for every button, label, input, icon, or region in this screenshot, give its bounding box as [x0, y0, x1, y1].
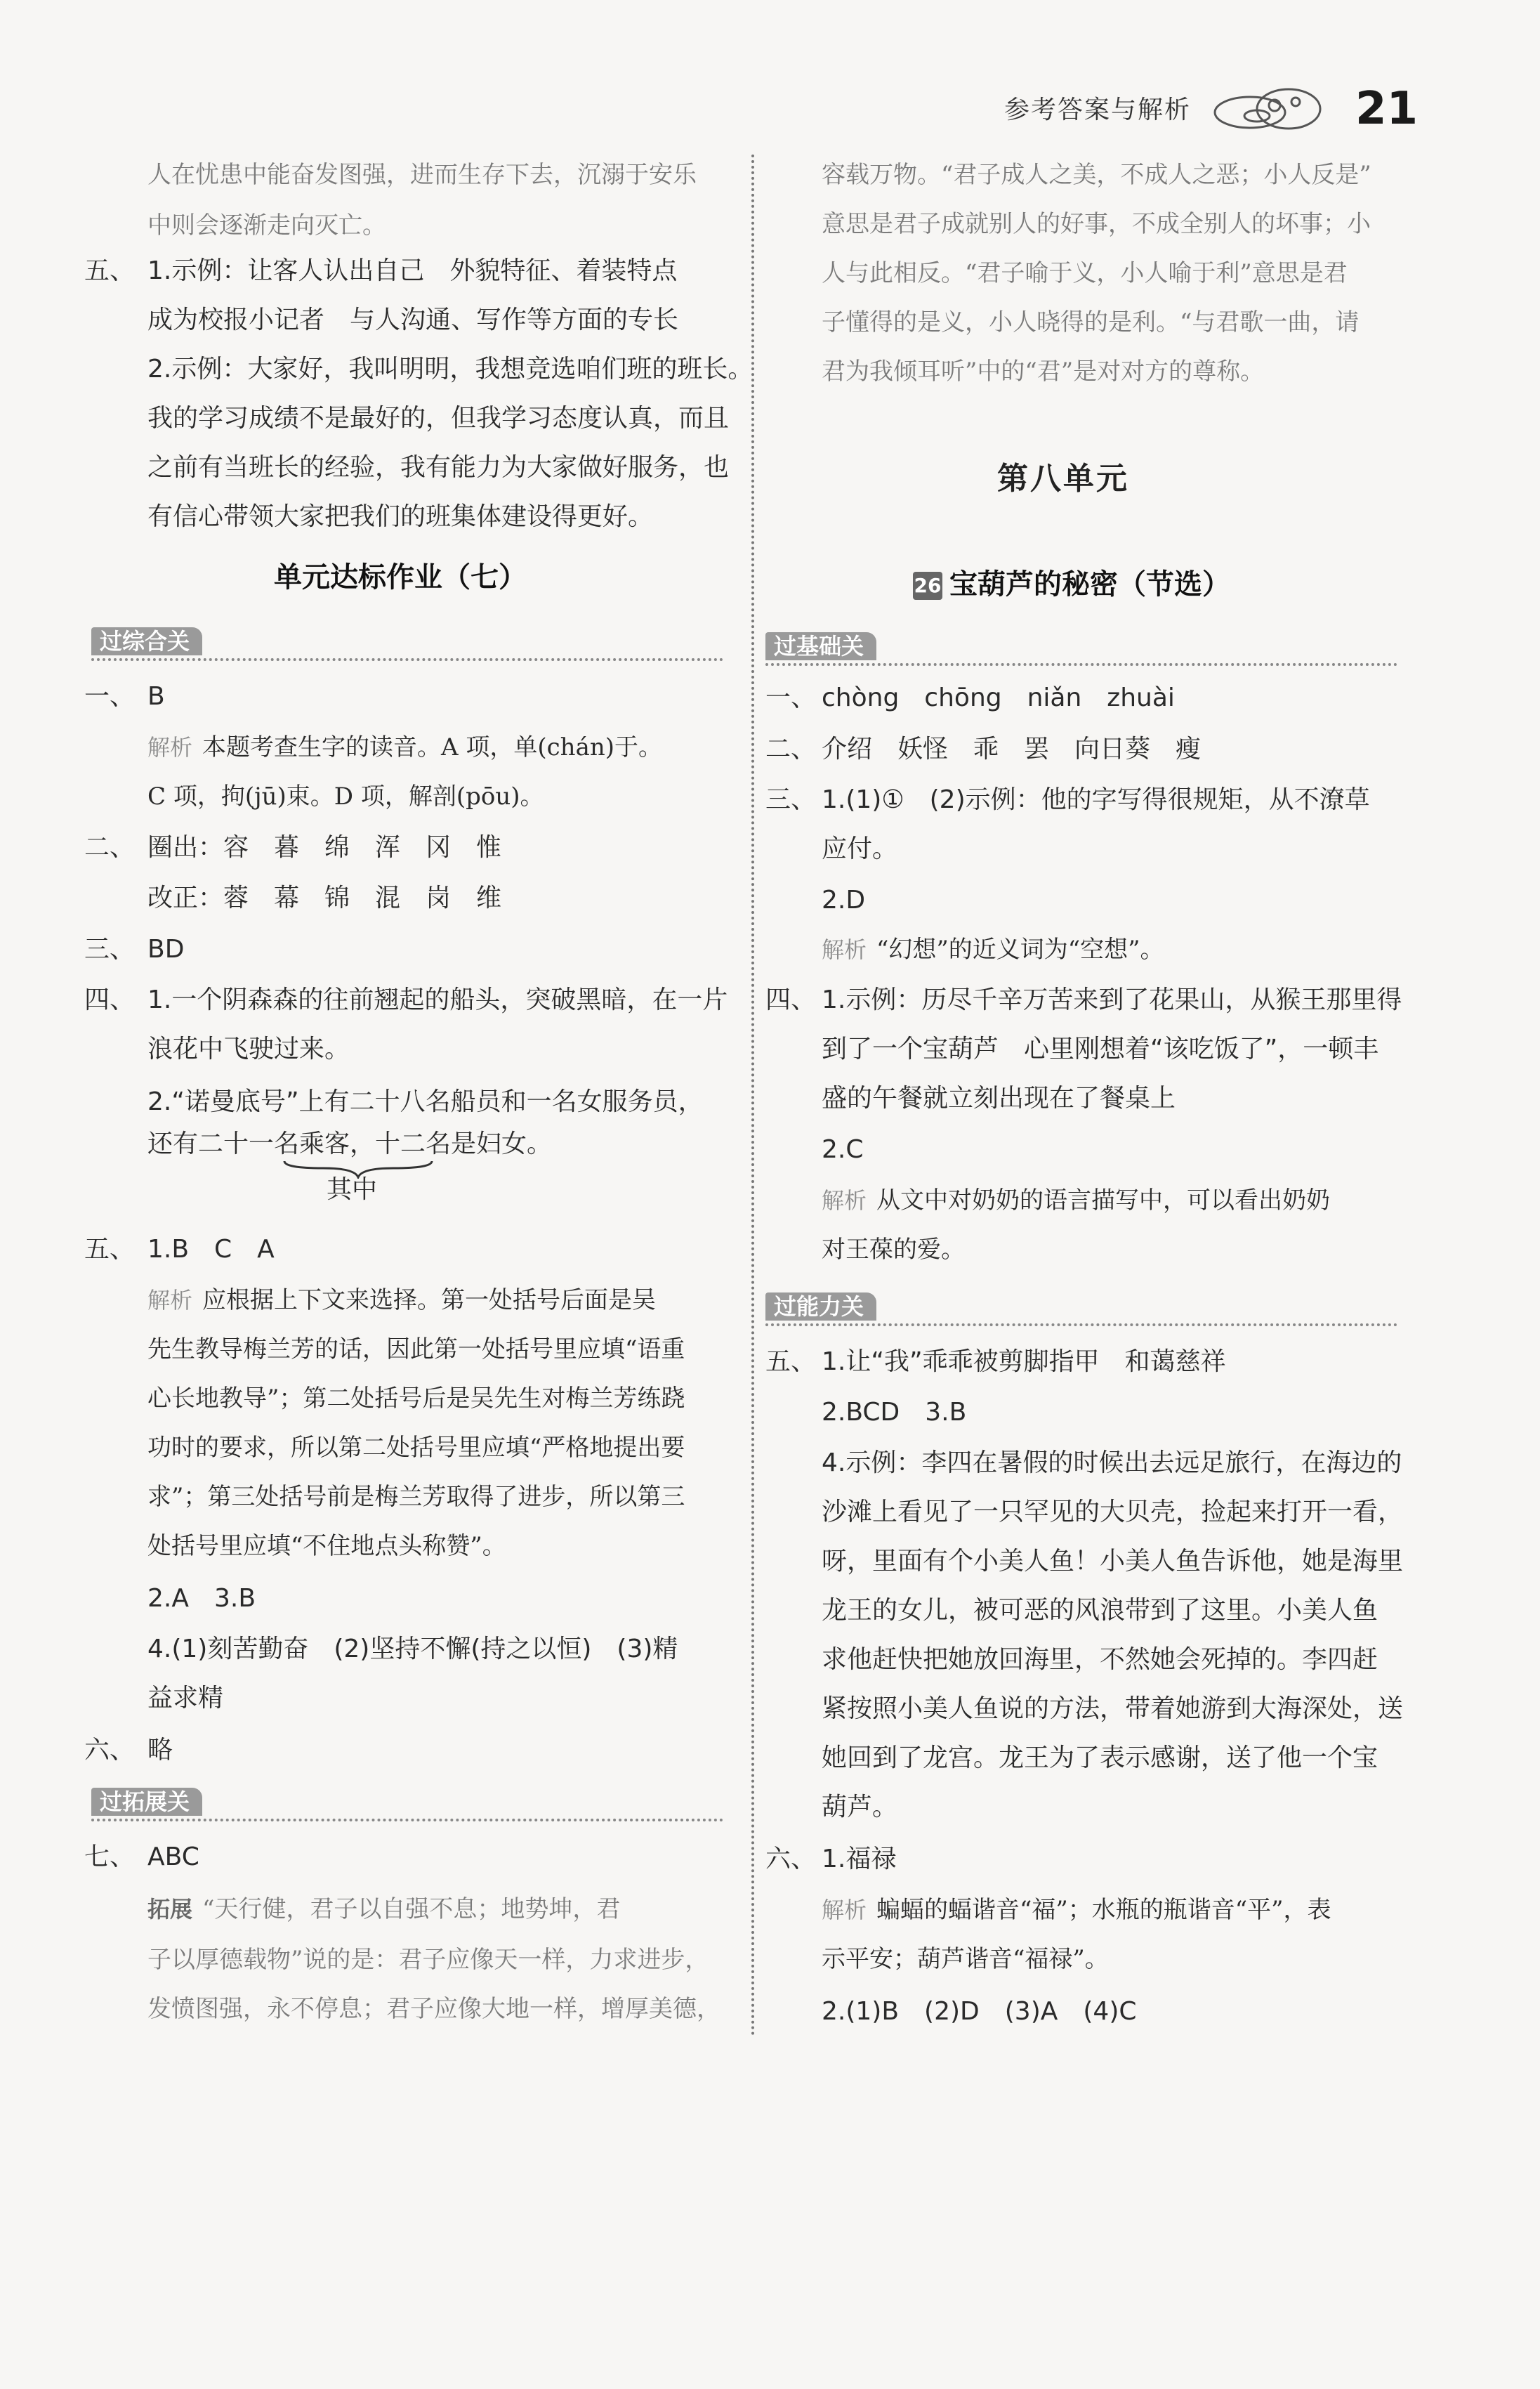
- answer-line: 紧按照小美人鱼说的方法，带着她游到大海深处，送: [822, 1694, 1404, 1723]
- banner-label: 过拓展关: [91, 1788, 202, 1816]
- question-number: 二、: [84, 833, 136, 862]
- answer-line: 1.示例：让客人认出自己 外貌特征、着装特点: [147, 256, 678, 285]
- answer-line: 沙滩上看见了一只罕见的大贝壳，捡起来打开一看，: [822, 1498, 1404, 1526]
- answer-line: 2.(1)B (2)D (3)A (4)C: [822, 1997, 1137, 2026]
- answer-line: 改正：蓉 幕 锦 混 岗 维: [147, 884, 502, 912]
- answer-line: 龙王的女儿，被可恶的风浪带到了这里。小美人鱼: [822, 1596, 1378, 1625]
- section-banner: [765, 1292, 1397, 1326]
- text-line: 中则会逐渐走向灭亡。: [147, 211, 386, 240]
- lesson-title: [913, 562, 1230, 602]
- answer-line: 成为校报小记者 与人沟通、写作等方面的专长: [147, 306, 679, 334]
- answer-line: 她回到了龙宫。龙王为了表示感谢，送了他一个宝: [822, 1743, 1378, 1772]
- analysis-label: 解析: [147, 734, 193, 761]
- text-line: 意思是君子成就别人的好事，不成全别人的坏事；小: [822, 210, 1371, 238]
- section-banner: [91, 1788, 723, 1821]
- answer-line: 1.让“我”乖乖被剪脚指甲 和蔼慈祥: [822, 1347, 1226, 1376]
- answer-line: 1.B C A: [147, 1235, 275, 1264]
- answer-line: 略: [147, 1736, 173, 1765]
- lesson-number-badge: 26: [913, 572, 942, 600]
- text-line: 君为我倾耳听”中的“君”是对对方的尊称。: [822, 358, 1265, 386]
- question-number: 六、: [84, 1736, 136, 1765]
- analysis-text: 处括号里应填“不住地点头称赞”。: [147, 1532, 506, 1560]
- answer-line: 还有二十一名乘客，十二名是妇女。: [147, 1130, 553, 1158]
- analysis-text: 蝙蝠的蝠谐音“福”；水瓶的瓶谐音“平”，表: [876, 1896, 1331, 1924]
- analysis-text: 应根据上下文来选择。第一处括号后面是吴: [202, 1286, 657, 1314]
- answer-line: 1.示例：历尽千辛万苦来到了花果山，从猴王那里得: [822, 986, 1402, 1014]
- analysis-text: 心长地教导”；第二处括号后是吴先生对梅兰芳练跷: [147, 1385, 685, 1413]
- answer-line: 4.(1)刻苦勤奋 (2)坚持不懈(持之以恒) (3)精: [147, 1635, 678, 1663]
- section-banner: [765, 632, 1397, 666]
- decorative-cloud-icon: [1208, 77, 1334, 140]
- answer-line: 2.“诺曼底号”上有二十八名船员和一名女服务员，: [147, 1087, 704, 1116]
- answer-line: 1.(1)① (2)示例：他的字写得很规矩，从不潦草: [822, 785, 1370, 814]
- answer-line: 2.示例：大家好，我叫明明，我想竞选咱们班的班长。: [147, 355, 753, 384]
- question-number: 五、: [84, 1235, 136, 1264]
- answer-line: 1.一个阴森森的往前翘起的船头，突破黑暗，在一片: [147, 986, 728, 1014]
- analysis-text: 对王葆的爱。: [822, 1236, 965, 1264]
- analysis-label: 解析: [147, 1287, 193, 1314]
- analysis-text: 从文中对奶奶的语言描写中，可以看出奶奶: [876, 1186, 1331, 1215]
- answer-line: 我的学习成绩不是最好的，但我学习态度认真，而且: [147, 404, 730, 433]
- answer-line: 介绍 妖怪 乖 罢 向日葵 瘦: [822, 735, 1202, 764]
- question-number: 三、: [84, 935, 136, 964]
- question-number: 五、: [765, 1347, 817, 1376]
- question-number: 六、: [765, 1845, 817, 1873]
- section-banner: [91, 627, 723, 661]
- analysis-text: 本题考查生字的读音。A 项，单(chán)于。: [202, 733, 663, 761]
- analysis-label: 解析: [822, 1897, 867, 1923]
- answer-line: chòng chōng niǎn zhuài: [822, 683, 1175, 712]
- banner-label: 过综合关: [91, 627, 202, 655]
- answer-line: 益求精: [147, 1684, 224, 1713]
- answer-line: 2.D: [822, 886, 866, 915]
- banner-label: 过能力关: [765, 1292, 876, 1321]
- text-line: 子懂得的是义，小人晓得的是利。“与君歌一曲，请: [822, 308, 1360, 336]
- answer-line: 应付。: [822, 834, 898, 863]
- lesson-title-text: 宝葫芦的秘密（节选）: [949, 568, 1230, 601]
- answer-line: 葫芦。: [822, 1793, 898, 1821]
- question-number: 七、: [84, 1843, 136, 1871]
- answer-line: 呀，里面有个小美人鱼！小美人鱼告诉他，她是海里: [822, 1547, 1404, 1576]
- extension-label: 拓展: [147, 1896, 193, 1923]
- answer-line: 盛的午餐就立刻出现在了餐桌上: [822, 1084, 1176, 1113]
- answer-line: 浪花中飞驶过来。: [147, 1035, 350, 1063]
- section-title: 单元达标作业（七）: [274, 561, 527, 594]
- question-number: 二、: [765, 735, 817, 764]
- analysis-text: “幻想”的近义词为“空想”。: [876, 936, 1164, 964]
- answer-line: 2.BCD 3.B: [822, 1398, 967, 1427]
- analysis-label: 解析: [822, 936, 867, 963]
- answer-line: 4.示例：李四在暑假的时候出去远足旅行，在海边的: [822, 1448, 1402, 1477]
- extension-text: 子以厚德载物”说的是：君子应像天一样，力求进步，: [147, 1946, 709, 1974]
- analysis-text: 求”；第三处括号前是梅兰芳取得了进步，所以第三: [147, 1483, 685, 1511]
- question-number: 三、: [765, 785, 817, 814]
- analysis-label: 解析: [822, 1187, 867, 1214]
- text-line: 人与此相反。“君子喻于义，小人喻于利”意思是君: [822, 259, 1348, 287]
- answer-line: 2.A 3.B: [147, 1584, 256, 1613]
- question-number: 一、: [84, 682, 136, 711]
- text-line: 人在忧患中能奋发图强，进而生存下去，沉溺于安乐: [147, 161, 697, 189]
- banner-label: 过基础关: [765, 632, 876, 660]
- analysis-text: 示平安；葫芦谐音“福禄”。: [822, 1945, 1109, 1973]
- answer-line: B: [147, 682, 165, 711]
- header-title: 参考答案与解析: [1004, 96, 1192, 124]
- page-number: 21: [1355, 83, 1419, 135]
- answer-line: 1.福禄: [822, 1845, 897, 1873]
- text-line: 容载万物。“君子成人之美，不成人之恶；小人反是”: [822, 161, 1371, 189]
- question-number: 五、: [84, 256, 136, 285]
- answer-line: 之前有当班长的经验，我有能力为大家做好服务，也: [147, 453, 730, 482]
- analysis-text: 功时的要求，所以第二处括号里应填“严格地提出要: [147, 1434, 685, 1462]
- question-number: 四、: [765, 986, 817, 1014]
- analysis-text: 先生教导梅兰芳的话，因此第一处括号里应填“语重: [147, 1335, 685, 1363]
- answer-line: 到了一个宝葫芦 心里刚想着“该吃饭了”，一顿丰: [822, 1035, 1379, 1063]
- extension-text: “天行健，君子以自强不息；地势坤，君: [202, 1895, 621, 1923]
- answer-line: 求他赶快把她放回海里，不然她会死掉的。李四赶: [822, 1645, 1378, 1674]
- analysis-text: C 项，拘(jū)束。D 项，解剖(pōu)。: [147, 783, 544, 811]
- answer-line: ABC: [147, 1843, 199, 1871]
- answer-line: BD: [147, 935, 185, 964]
- question-number: 一、: [765, 683, 817, 712]
- unit-title: 第八单元: [997, 461, 1129, 497]
- answer-line: 2.C: [822, 1135, 864, 1164]
- answer-line: 有信心带领大家把我们的班集体建设得更好。: [147, 502, 654, 531]
- column-divider: [751, 155, 754, 2037]
- extension-text: 发愤图强，永不停息；君子应像大地一样，增厚美德，: [147, 1995, 720, 2023]
- answer-line: 圈出：容 暮 绵 浑 冈 惟: [147, 833, 502, 862]
- brace-label: 其中: [327, 1175, 378, 1204]
- question-number: 四、: [84, 986, 136, 1014]
